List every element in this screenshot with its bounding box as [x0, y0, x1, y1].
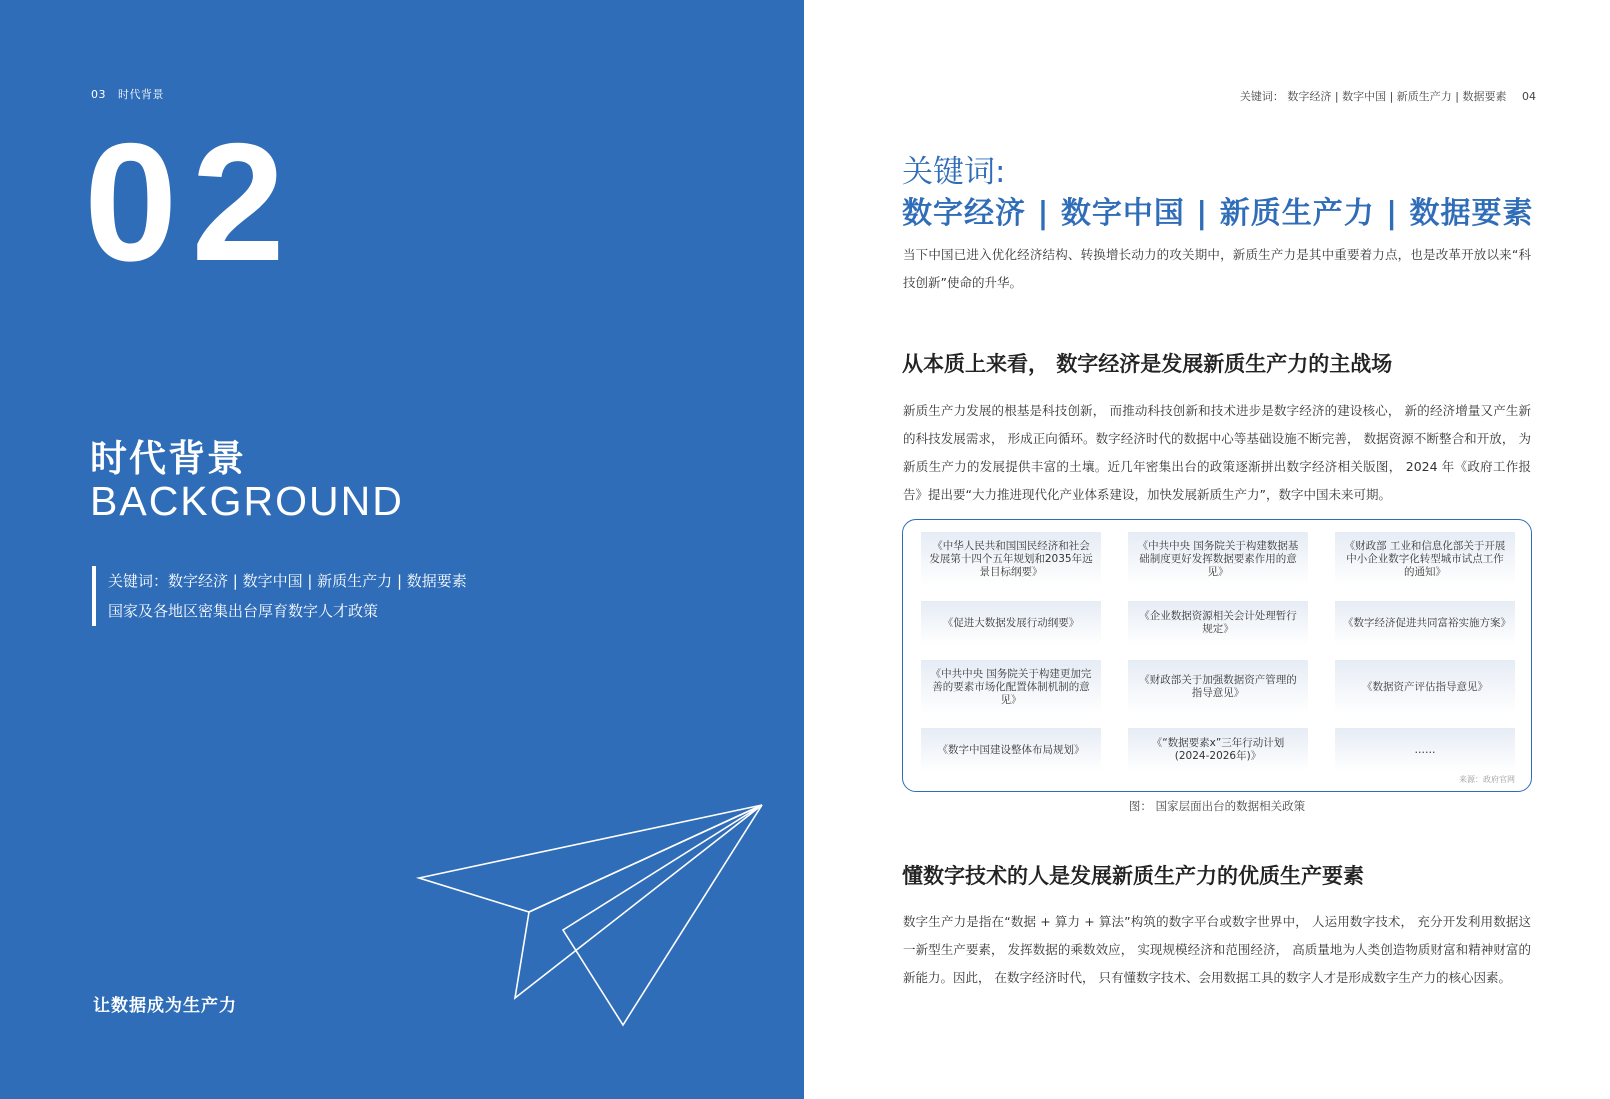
policy-cell: 《中华人民共和国国民经济和社会发展第十四个五年规划和2035年远景目标纲要》 — [921, 532, 1101, 586]
keyword-main: 数字经济 | 数字中国 | 新质生产力 | 数据要素 — [902, 196, 1534, 231]
policy-cell: 《数据资产评估指导意见》 — [1335, 660, 1515, 714]
policy-cell: 《财政部 工业和信息化部关于开展中小企业数字化转型城市试点工作的通知》 — [1335, 532, 1515, 586]
body-paragraph-1: 新质生产力发展的根基是科技创新， 而推动科技创新和技术进步是数字经济的建设核心， 新的经济增量又产生新的科技发展需求， 形成正向循环。数字经济时代的数据中心等基础设施不断完善， 数据资源不断整合和开放， 为新质生产力的发展提供丰富的土壤。近几年密集出台的政策逐渐拼出数字经济相关版图， 2024 年《政府工作报告》提出要“大力推进现代化产业体系建设，加快发展新质生产力”，数字中国未来可期。 — [903, 403, 1531, 502]
policy-cell: 《企业数据资源相关会计处理暂行规定》 — [1128, 601, 1308, 645]
section-heading-1: 从本质上来看， 数字经济是发展新质生产力的主战场 — [902, 352, 1393, 376]
chapter-number: 02 — [84, 108, 299, 296]
intro-paragraph: 当下中国已进入优化经济结构、转换增长动力的攻关期中，新质生产力是其中重要着力点，也是改革开放以来“科技创新”使命的升华。 — [903, 247, 1531, 290]
section-title-cn: 时代背景 — [90, 437, 246, 480]
left-page-section: 时代背景 — [118, 88, 164, 101]
left-page — [0, 0, 804, 1099]
policy-cell: 《数字经济促进共同富裕实施方案》 — [1335, 601, 1515, 645]
section-title-en: BACKGROUND — [90, 478, 404, 524]
policy-cell: …… — [1335, 728, 1515, 772]
section-heading-2: 懂数字技术的人是发展新质生产力的优质生产要素 — [902, 864, 1364, 888]
policy-line: 国家及各地区密集出台厚育数字人才政策 — [108, 602, 379, 620]
policy-table — [902, 519, 1532, 792]
policy-cell: 《数字中国建设整体布局规划》 — [921, 728, 1101, 772]
policy-cell: 《中共中央 国务院关于构建数据基础制度更好发挥数据要素作用的意见》 — [1128, 532, 1308, 586]
policy-cell: 《“数据要素x”三年行动计划(2024-2026年)》 — [1128, 728, 1308, 772]
figure-caption: 图： 国家层面出台的数据相关政策 — [1128, 799, 1306, 813]
right-page-number: 04 — [1522, 90, 1536, 103]
right-page-header — [1240, 88, 1536, 104]
left-page-number: 03 — [91, 88, 106, 101]
policy-cell: 《促进大数据发展行动纲要》 — [921, 601, 1101, 645]
left-footer-slogan: 让数据成为生产力 — [93, 996, 237, 1016]
policy-cell: 《财政部关于加强数据资产管理的指导意见》 — [1128, 660, 1308, 714]
source-note: 来源：政府官网 — [1459, 775, 1515, 784]
paper-plane-icon — [0, 0, 804, 1099]
body-paragraph-2: 数字生产力是指在“数据 + 算力 + 算法”构筑的数字平台或数字世界中， 人运用数字技术， 充分开发利用数据这一新型生产要素， 发挥数据的乘数效应， 实现规模经济和范围经济， 高质量地为人类创造物质财富和精神财富的新能力。因此， 在数字经济时代， 只有懂数字技术、会用数据工具的数字人才是形成数字生产力的核心因素。 — [903, 914, 1531, 985]
right-header-keywords: 关键词： 数字经济 | 数字中国 | 新质生产力 | 数据要素 — [1239, 90, 1507, 103]
keyword-line: 关键词：数字经济 | 数字中国 | 新质生产力 | 数据要素 — [108, 572, 467, 590]
keyword-label: 关键词: — [902, 154, 1006, 190]
policy-cell: 《中共中央 国务院关于构建更加完善的要素市场化配置体制机制的意见》 — [921, 660, 1101, 714]
right-page — [804, 0, 1610, 1099]
